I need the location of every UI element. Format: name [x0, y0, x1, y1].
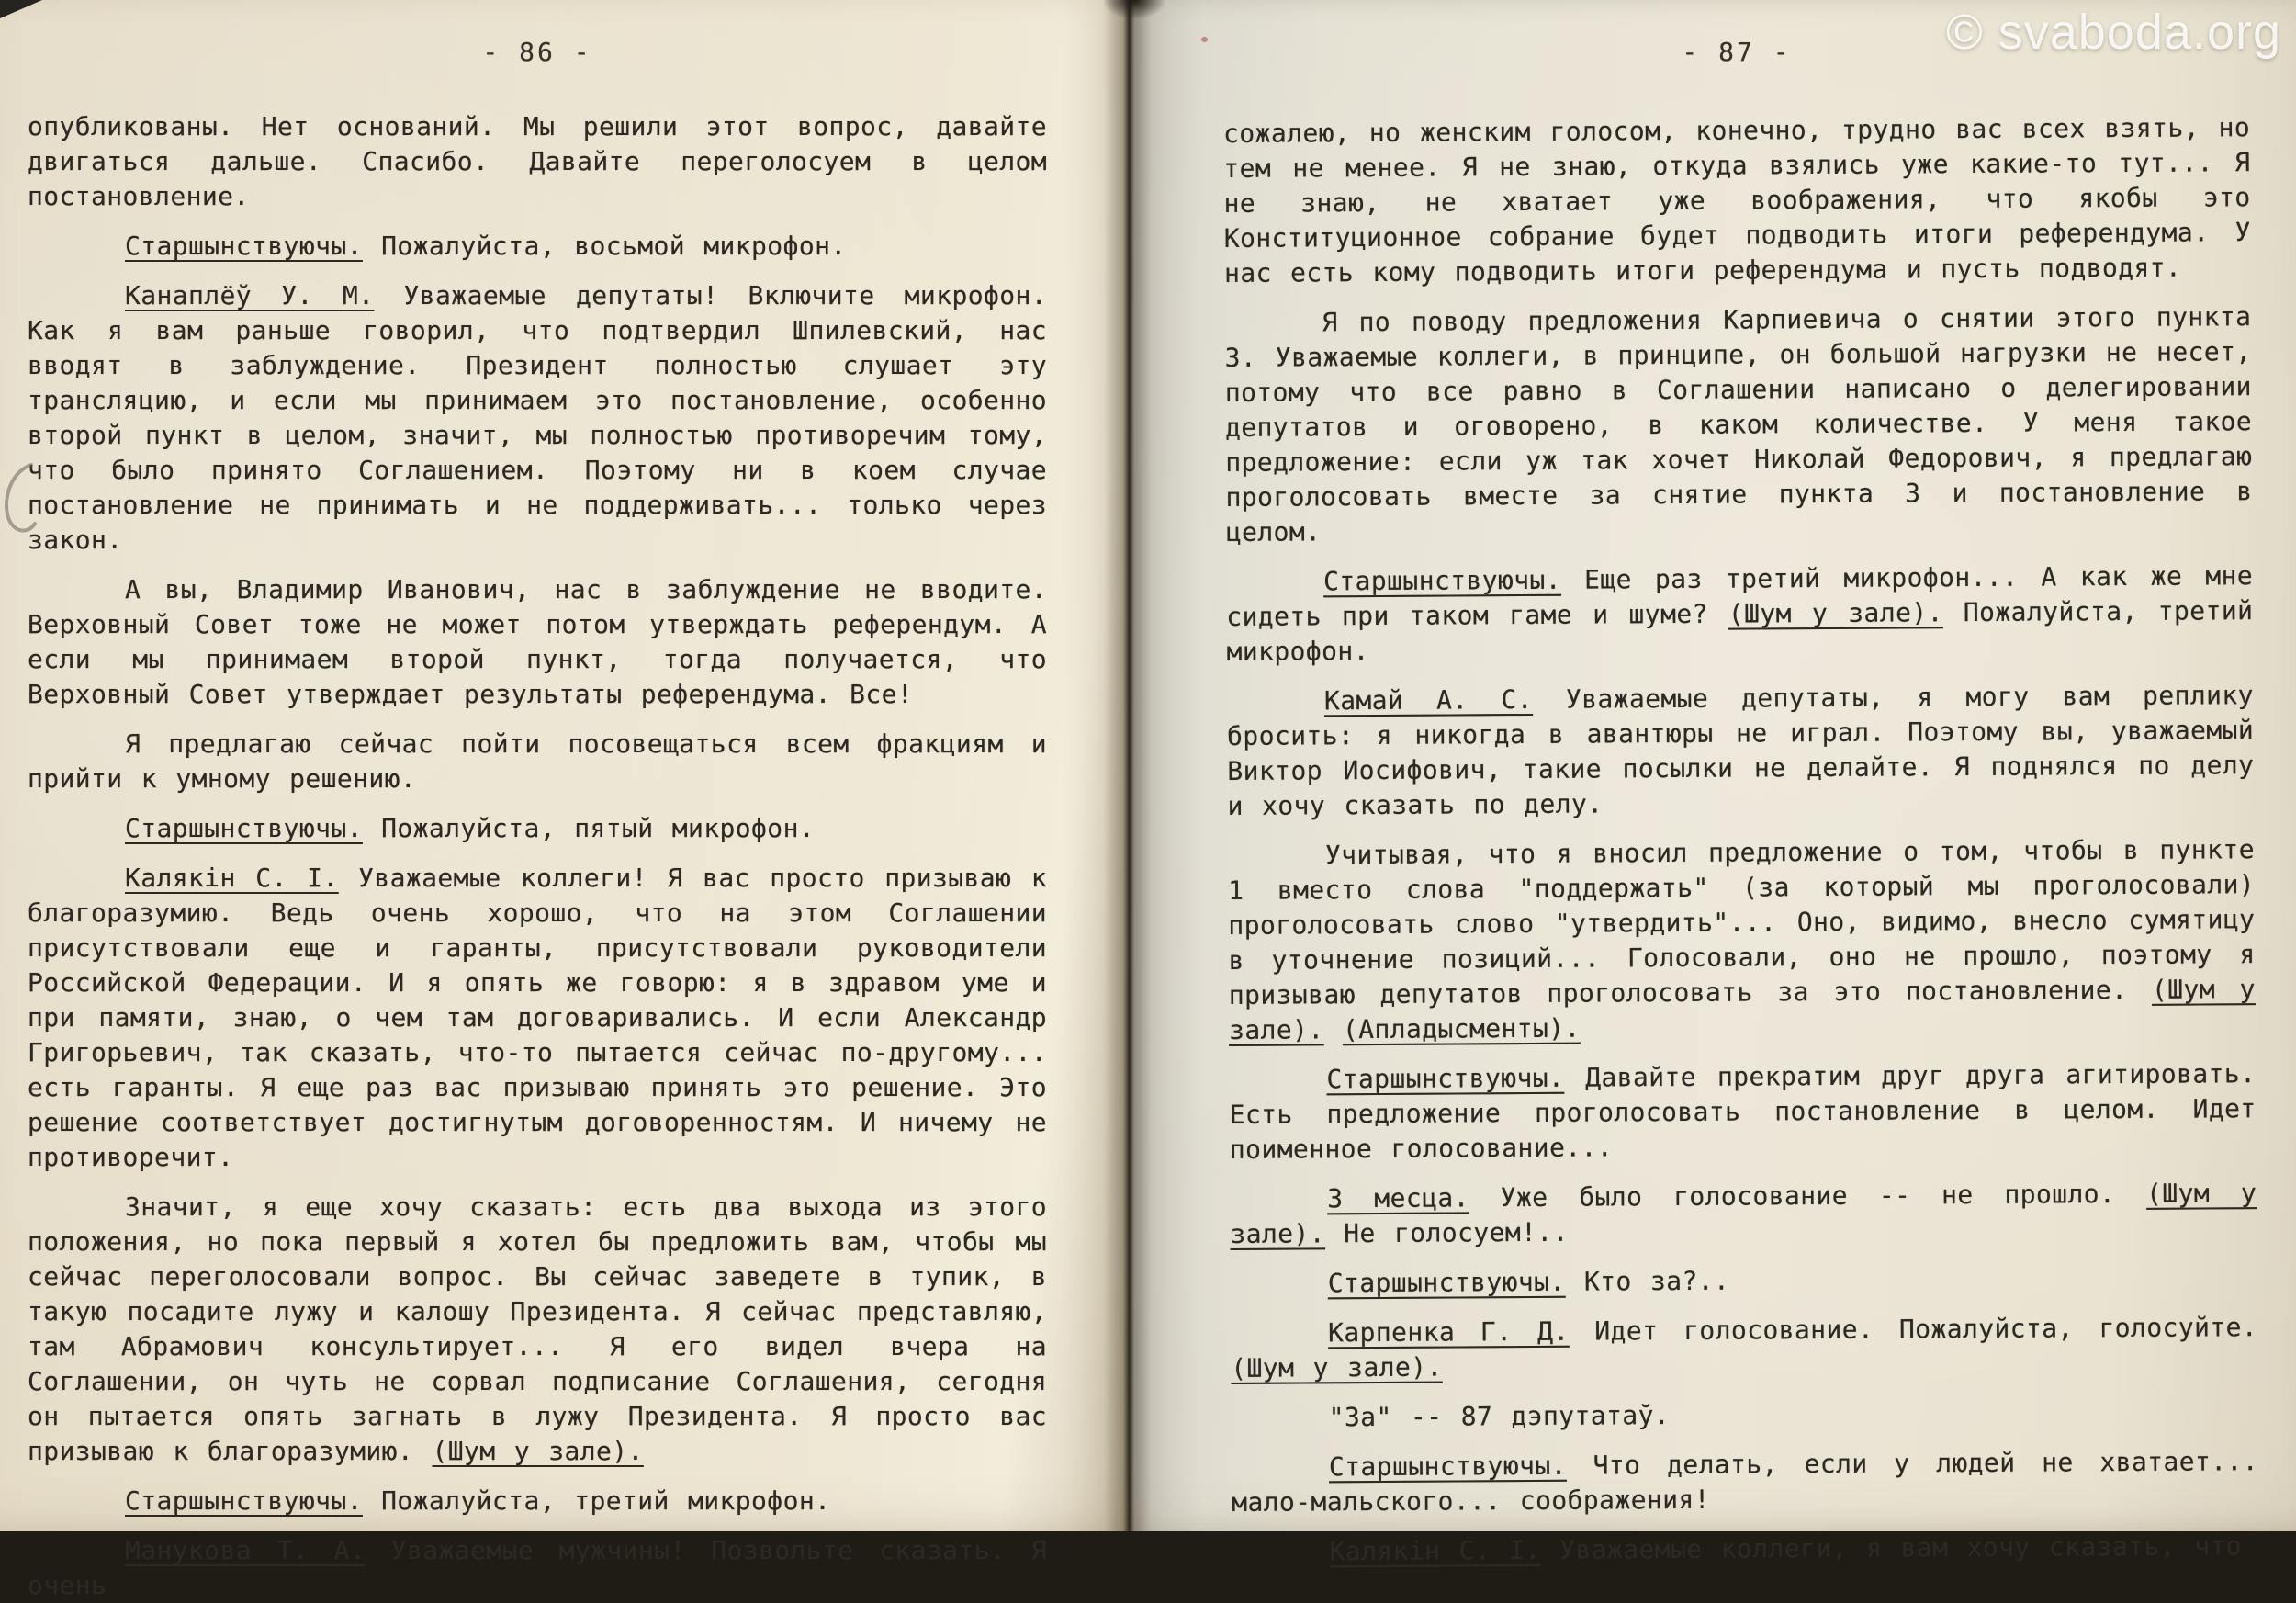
- paragraph: [1223, 110, 2251, 291]
- text-run: Кто за?..: [1565, 1265, 1730, 1297]
- paragraph: [28, 1484, 1047, 1518]
- text-run: Я предлагаю сейчас пойти посовещаться всем фракциям и прийти к умному решению.: [28, 728, 1047, 794]
- text-run: А вы, Владимир Иванович, нас в заблуждение не вводите. Верховный Совет тоже не может потом утверждать референдум. А если мы принимаем второй пункт, тогда получается, что Верховный Совет утверждает результаты референдума. Все!: [28, 574, 1047, 709]
- text-run: Что делать, если у людей не хватает... мало-мальского... соображения!: [1232, 1446, 2259, 1518]
- text-run: Я по поводу предложения Карпиевича о снятии этого пункта 3. Уважаемые коллеги, в принципе, он большой нагрузки не несет, потому что все равно в Соглашении написано о делегировании депутатов и оговорено, в каком количестве. У меня такое предложение: если уж так хочет Николай Федорович, я предлагаю проголосовать вместе за снятие пункта 3 и постановление в целом.: [1224, 301, 2253, 548]
- text-run: Не голосуем!..: [1324, 1216, 1569, 1249]
- speaker-name: Старшынствуючы.: [125, 813, 363, 843]
- paragraph: [28, 572, 1047, 712]
- paragraph: [1229, 1056, 2257, 1168]
- speaker-name: Старшынствуючы.: [1322, 564, 1562, 597]
- speaker-name: Калякін С. І.: [125, 863, 339, 893]
- speaker-name: Старшынствуючы.: [1326, 1062, 1565, 1095]
- page-86: [0, 0, 1128, 1600]
- paragraph: [1226, 559, 2254, 670]
- page-number: - 87 -: [1682, 37, 1792, 67]
- stage-direction: (Шум у зале).: [1231, 1351, 1443, 1383]
- stage-direction: (Шум у зале).: [1228, 974, 2256, 1045]
- page-87: [1128, 0, 2296, 1567]
- speaker-name: Старшынствуючы.: [1327, 1266, 1566, 1299]
- text-run: Пожалуйста, третий микрофон.: [1226, 595, 2254, 667]
- pencil-annotation: [0, 459, 42, 542]
- text-run: "За" -- 87 дэпутатаў.: [1328, 1400, 1671, 1433]
- paragraph: [28, 1533, 1047, 1603]
- paragraph: [28, 861, 1047, 1175]
- speaker-name: Канаплёў У. М.: [125, 280, 375, 310]
- paragraph: [28, 229, 1047, 264]
- text-run: Уважаемые коллеги! Я вас просто призываю к благоразумию. Ведь очень хорошо, что на этом Соглашении присутствовали еще и гаранты, присутствовали руководители Российской Федерации. И я опять же говорю: я в здравом уме и при памяти, знаю, о чем там договаривались. И если Александр Григорьевич, так сказать, что-то пытается сейчас по-другому... есть гаранты. Я еще раз вас призываю принять это решение. Это решение соответствует достигнутым договоренностям. И ничему не противоречит.: [28, 863, 1047, 1172]
- speaker-name: Старшынствуючы.: [125, 231, 363, 261]
- text-run: Идет голосование. Пожалуйста, голосуйте.: [1569, 1312, 2258, 1347]
- paragraph: [1231, 1260, 2257, 1302]
- paragraph: [1224, 299, 2253, 550]
- speaker-name: Калякін С. І.: [1329, 1534, 1541, 1567]
- page-number: - 86 -: [482, 37, 592, 67]
- stage-direction: (Шум у зале).: [1230, 1178, 2257, 1249]
- text-run: Еще раз третий микрофон... А как же мне сидеть при таком гаме и шуме?: [1226, 560, 2254, 632]
- paragraph: [1231, 1310, 2257, 1386]
- page-body: [28, 109, 1047, 1603]
- paragraph: [1230, 1176, 2257, 1252]
- speaker-name: Манукова Т. А.: [125, 1535, 366, 1565]
- page-body: [1223, 110, 2259, 1570]
- speaker-name: Камай А. С.: [1323, 683, 1534, 717]
- text-run: Уважаемые депутаты! Включите микрофон. Как я вам раньше говорил, что подтвердил Шпилевский, нас вводят в заблуждение. Президент полностью слушает эту трансляцию, и если мы принимаем это постановление, особенно второй пункт в целом, значит, мы полностью противоречим тому, что было принято Соглашением. Поэтому ни в коем случае постановление не принимать и не поддерживать... только через закон.: [28, 280, 1047, 555]
- paragraph: [1228, 832, 2256, 1048]
- text-run: Уважаемые коллеги, я вам хочу сказать, что: [1540, 1530, 2243, 1565]
- text-run: опубликованы. Нет оснований. Мы решили этот вопрос, давайте двигаться дальше. Спасибо. Давайте переголосуем в целом постановление.: [28, 111, 1047, 211]
- paragraph: [1232, 1394, 2258, 1436]
- paragraph: [1227, 678, 2255, 824]
- watermark-text: © svaboda.org: [1945, 5, 2281, 60]
- speaker-name: Старшынствуючы.: [1328, 1450, 1567, 1483]
- stage-direction: (Апладысменты).: [1342, 1012, 1581, 1045]
- text-run: Пожалуйста, восьмой микрофон.: [362, 231, 847, 261]
- text-run: [1324, 1014, 1343, 1044]
- text-run: Учитывая, что я вносил предложение о том, чтобы в пункте 1 вместо слова "поддержать" (за который мы проголосовали) проголосовать слово "утвердить"... Оно, видимо, внесло сумятицу в уточнение позиций... Голосовали, оно не прошло, поэтому я призываю депутатов проголосовать за это постановление.: [1228, 834, 2256, 1010]
- speaker-name: Старшынствуючы.: [125, 1485, 363, 1516]
- speaker-name: З месца.: [1327, 1182, 1469, 1214]
- text-run: Пожалуйста, пятый микрофон.: [362, 813, 816, 843]
- paragraph: [28, 109, 1047, 214]
- text-run: Уважаемые мужчины! Позвольте сказать. Я очень: [28, 1535, 1047, 1600]
- paragraph: [28, 1190, 1047, 1469]
- stage-direction: (Шум у зале).: [432, 1436, 644, 1466]
- text-run: Пожалуйста, третий микрофон.: [362, 1485, 831, 1516]
- paragraph: [28, 278, 1047, 558]
- text-run: Давайте прекратим друг друга агитировать. Есть предложение проголосовать постановление в целом. Идет поименное голосование...: [1229, 1058, 2257, 1165]
- text-run: Уважаемые депутаты, я могу вам реплику бросить: я никогда в авантюры не играл. Поэтому вы, уважаемый Виктор Иосифович, такие посылки не делайте. Я поднялся по делу и хочу сказать по делу.: [1227, 680, 2255, 821]
- paragraph: [1232, 1444, 2258, 1520]
- text-run: Значит, я еще хочу сказать: есть два выхода из этого положения, но пока первый я хотел бы предложить вам, чтобы мы сейчас переголосовали вопрос. Вы сейчас заведете в тупик, в такую посадите лужу и калошу Президента. Я сейчас представляю, там Абрамович консультирует... Я его видел вчера на Соглашении, он чуть не сорвал подписание Соглашения, сегодня он пытается опять загнать в лужу Президента. Я просто вас призываю к благоразумию.: [28, 1191, 1047, 1466]
- paragraph: [1232, 1529, 2258, 1570]
- paragraph: [28, 727, 1047, 796]
- stage-direction: (Шум у зале).: [1728, 597, 1943, 629]
- text-run: Уже было голосование -- не прошло.: [1469, 1178, 2147, 1214]
- paragraph: [28, 811, 1047, 846]
- ink-speck: [1201, 37, 1208, 42]
- text-run: сожалею, но женским голосом, конечно, трудно вас всех взять, но тем не менее. Я не знаю, откуда взялись уже какие-то тут... Я не знаю, не хватает уже воображения, что якобы это Конституционное собрание будет подводить итоги референдума. У нас есть кому подводить итоги референдума и пусть подводят.: [1223, 112, 2251, 288]
- speaker-name: Карпенка Г. Д.: [1327, 1315, 1570, 1349]
